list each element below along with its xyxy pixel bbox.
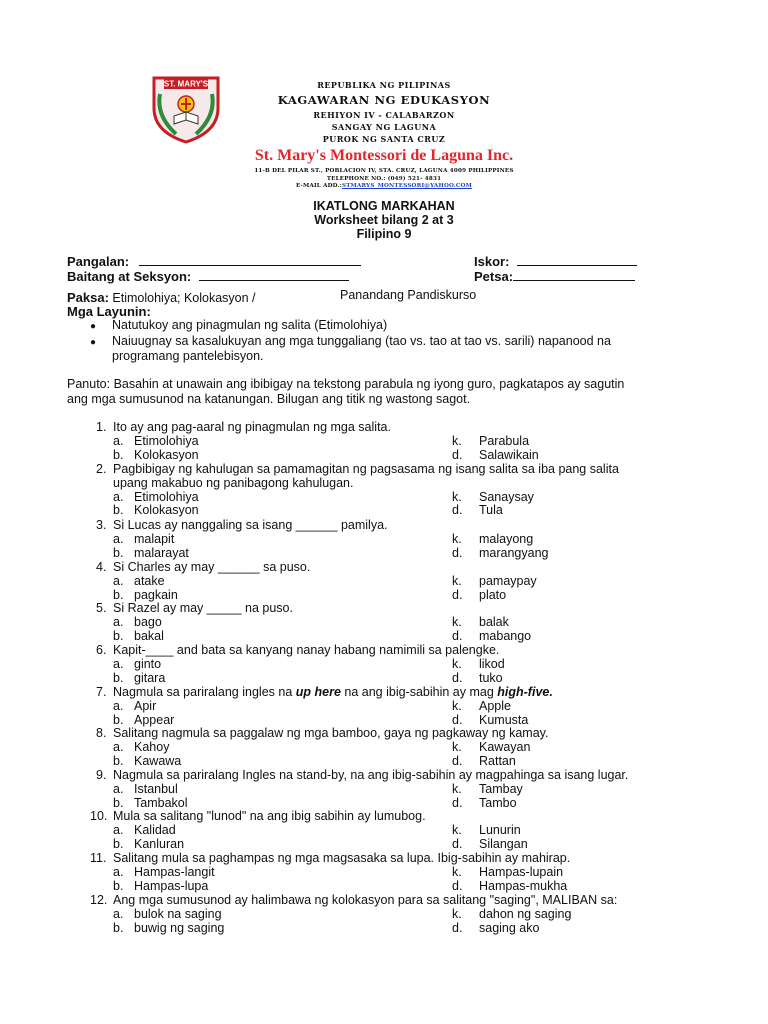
baitang-blank[interactable] <box>199 268 349 281</box>
question-text: Kapit-____ and bata sa kanyang nanay habang namimili sa palengke. <box>113 643 500 657</box>
emphasis-text: high-five. <box>497 685 553 699</box>
option-letter[interactable]: k. <box>452 698 462 713</box>
school-address: 11-B DEL PILAR ST., POBLACION IV, STA. CRUZ, LAGUNA 4009 PHILIPPINES <box>254 168 514 174</box>
question-number: 3. <box>96 518 107 532</box>
bullet-icon: ● <box>90 321 97 332</box>
question-text: Si Razel ay may _____ na puso. <box>113 601 293 615</box>
option-d[interactable]: plato <box>479 587 507 602</box>
option-letter[interactable]: a. <box>113 489 124 504</box>
option-letter[interactable]: a. <box>113 739 124 754</box>
option-b[interactable]: Hampas-lupa <box>134 878 209 893</box>
option-letter[interactable]: k. <box>452 433 462 448</box>
option-a[interactable]: atake <box>134 573 165 588</box>
option-b[interactable]: pagkain <box>134 587 178 602</box>
option-letter[interactable]: k. <box>452 739 462 754</box>
option-d[interactable]: marangyang <box>479 545 549 560</box>
header-sangay: SANGAY NG LAGUNA <box>331 122 437 132</box>
option-k[interactable]: Lunurin <box>479 822 521 837</box>
paksa-label: Paksa: <box>67 290 109 305</box>
option-letter[interactable]: a. <box>113 822 124 837</box>
question-number: 2. <box>96 462 107 476</box>
question-text: Salitang mula sa paghampas ng mga magsasaka sa lupa. Ibig-sabihin ay mahirap. <box>113 851 571 865</box>
school-name: St. Mary's Montessori de Laguna Inc. <box>254 147 514 164</box>
option-letter[interactable]: a. <box>113 781 124 796</box>
option-b[interactable]: buwig ng saging <box>134 920 225 935</box>
option-letter[interactable]: k. <box>452 489 462 504</box>
pangalan-field <box>67 253 361 269</box>
option-letter[interactable]: a. <box>113 433 124 448</box>
option-k[interactable]: balak <box>479 614 509 629</box>
paksa-value: Etimolohiya; Kolokasyon / <box>112 291 256 305</box>
emphasis-text: up here <box>295 685 341 699</box>
option-b[interactable]: malarayat <box>134 545 189 560</box>
question-text: Salitang nagmula sa paggalaw ng mga bamboo, gaya ng pagkaway ng kamay. <box>113 726 549 740</box>
option-letter[interactable]: d. <box>452 545 463 560</box>
option-letter[interactable]: d. <box>452 587 463 602</box>
option-a[interactable]: bulok na saging <box>134 906 222 921</box>
layunin-label: Mga Layunin: <box>67 304 151 319</box>
question-number: 9. <box>96 768 107 782</box>
option-b[interactable]: gitara <box>134 670 166 685</box>
option-k[interactable]: likod <box>479 656 505 671</box>
question-number: 7. <box>96 685 107 699</box>
option-a[interactable]: Etimolohiya <box>134 489 199 504</box>
pangalan-blank[interactable] <box>139 253 361 266</box>
option-k[interactable]: pamaypay <box>479 573 537 588</box>
option-k[interactable]: Apple <box>479 698 511 713</box>
iskor-field <box>474 253 637 269</box>
option-letter[interactable]: d. <box>452 670 463 685</box>
option-a[interactable]: Istanbul <box>134 781 178 796</box>
header-republika: REPUBLIKA NG PILIPINAS <box>317 80 451 90</box>
option-letter[interactable]: a. <box>113 906 124 921</box>
pangalan-label: Pangalan: <box>67 254 130 269</box>
option-letter[interactable]: b. <box>113 503 124 518</box>
option-letter[interactable]: d. <box>452 836 463 851</box>
layunin-item-2: Naiuugnay sa kasalukuyan ang mga tunggaliang (tao vs. tao at tao vs. sarili) napanood na <box>112 334 611 348</box>
option-a[interactable]: Etimolohiya <box>134 433 199 448</box>
option-letter[interactable]: b. <box>113 878 124 893</box>
school-telephone: TELEPHONE NO.: (049) 521- 4831 <box>326 176 442 182</box>
quarter-title: IKATLONG MARKAHAN <box>313 199 455 213</box>
option-letter[interactable]: k. <box>452 573 462 588</box>
option-letter[interactable]: b. <box>113 447 124 462</box>
option-b[interactable]: Kolokasyon <box>134 503 199 518</box>
question-text: Mula sa salitang "lunod" na ang ibig sabihin ay lumubog. <box>113 809 426 823</box>
option-a[interactable]: Kalidad <box>134 822 176 837</box>
layunin-item-1: Natutukoy ang pinagmulan ng salita (Etimolohiya) <box>112 318 388 332</box>
option-a[interactable]: malapit <box>134 531 175 546</box>
bullet-icon: ● <box>90 337 97 348</box>
option-letter[interactable]: b. <box>113 670 124 685</box>
header-rehiyon: REHIYON IV - CALABARZON <box>313 110 455 120</box>
option-letter[interactable]: d. <box>452 628 463 643</box>
option-d[interactable]: Tambo <box>479 795 517 810</box>
panuto-line-1: Panuto: Basahin at unawain ang ibibigay na tekstong parabula ng iyong guro, pagkatapos ay sagutin <box>67 377 625 391</box>
option-letter[interactable]: b. <box>113 712 124 727</box>
option-letter[interactable]: b. <box>113 795 124 810</box>
option-b[interactable]: Tambakol <box>134 795 188 810</box>
option-b[interactable]: Kolokasyon <box>134 447 199 462</box>
header-purok: PUROK NG SANTA CRUZ <box>322 134 446 144</box>
option-letter[interactable]: b. <box>113 628 124 643</box>
iskor-label: Iskor: <box>474 254 510 269</box>
option-b[interactable]: bakal <box>134 628 164 643</box>
option-letter[interactable]: b. <box>113 753 124 768</box>
option-b[interactable]: Kawawa <box>134 753 182 768</box>
question-number: 5. <box>96 601 107 615</box>
option-letter[interactable]: d. <box>452 878 463 893</box>
option-d[interactable]: Silangan <box>479 836 528 851</box>
school-email-line <box>200 183 568 189</box>
option-d[interactable]: Rattan <box>479 753 516 768</box>
option-letter[interactable]: d. <box>452 795 463 810</box>
option-d[interactable]: Salawikain <box>479 447 539 462</box>
layunin-item-2-cont: programang pantelebisyon. <box>112 349 264 363</box>
baitang-label: Baitang at Seksyon: <box>67 269 192 284</box>
email-label: E-MAIL ADD.: <box>295 183 342 189</box>
option-d[interactable]: Kumusta <box>479 712 529 727</box>
option-b[interactable]: Kanluran <box>134 836 185 851</box>
option-letter[interactable]: k. <box>452 531 462 546</box>
option-k[interactable]: Tambay <box>479 781 523 796</box>
worksheet-title: Worksheet bilang 2 at 3 <box>314 213 454 227</box>
iskor-blank[interactable] <box>517 253 637 266</box>
question-text-part: Nagmula sa pariralang ingles na <box>113 685 296 699</box>
option-letter[interactable]: k. <box>452 864 462 879</box>
question-text: Pagbibigay ng kahulugan sa pamamagitan ng pagsasama ng isang salita sa iba pang salita <box>113 462 619 476</box>
option-letter[interactable]: b. <box>113 920 124 935</box>
subject-title: Filipino 9 <box>356 227 412 241</box>
option-letter[interactable]: a. <box>113 531 124 546</box>
question-text-part: na ang ibig-sabihin ay mag <box>340 685 498 699</box>
option-k[interactable]: Hampas-lupain <box>479 864 564 879</box>
option-a[interactable]: bago <box>134 614 162 629</box>
question-text: Nagmula sa pariralang Ingles na stand-by, na ang ibig-sabihin ay magpahinga sa isang lugar. <box>113 768 629 782</box>
option-d[interactable]: Hampas-mukha <box>479 878 568 893</box>
option-letter[interactable]: k. <box>452 781 462 796</box>
petsa-blank[interactable] <box>513 268 635 281</box>
option-letter[interactable]: d. <box>452 712 463 727</box>
question-number: 11. <box>90 851 107 865</box>
option-letter[interactable]: k. <box>452 614 462 629</box>
option-letter[interactable]: d. <box>452 920 463 935</box>
option-a[interactable]: Apir <box>134 698 157 713</box>
petsa-label: Petsa: <box>474 269 514 284</box>
email-link[interactable]: STMARYS_MONTESSORI@YAHOO.COM <box>341 183 473 189</box>
option-k[interactable]: malayong <box>479 531 534 546</box>
petsa-field <box>474 268 635 284</box>
option-letter[interactable]: b. <box>113 545 124 560</box>
option-d[interactable]: Tula <box>479 503 503 518</box>
option-letter[interactable]: a. <box>113 573 124 588</box>
option-a[interactable]: Kahoy <box>134 739 170 754</box>
question-text: Si Charles ay may ______ sa puso. <box>113 560 311 574</box>
option-letter[interactable]: d. <box>452 447 463 462</box>
question-number: 6. <box>96 643 107 657</box>
question-number: 4. <box>96 560 107 574</box>
option-d[interactable]: mabango <box>479 628 532 643</box>
option-k[interactable]: Parabula <box>479 433 530 448</box>
option-k[interactable]: Sanaysay <box>479 489 534 504</box>
question-number: 8. <box>96 726 107 740</box>
option-letter[interactable]: b. <box>113 587 124 602</box>
header-kagawaran: KAGAWARAN NG EDUKASYON <box>277 93 491 107</box>
option-letter[interactable]: d. <box>452 503 463 518</box>
option-letter[interactable]: d. <box>452 753 463 768</box>
option-letter[interactable]: k. <box>452 822 462 837</box>
question-text: Ito ay ang pag-aaral ng pinagmulan ng mga salita. <box>113 420 391 434</box>
question-text <box>113 685 553 699</box>
option-letter[interactable]: a. <box>113 864 124 879</box>
option-a[interactable]: ginto <box>134 656 162 671</box>
option-d[interactable]: saging ako <box>479 920 540 935</box>
option-a[interactable]: Hampas-langit <box>134 864 215 879</box>
option-k[interactable]: Kawayan <box>479 739 531 754</box>
question-text: Si Lucas ay nanggaling sa isang ______ pamilya. <box>113 518 388 532</box>
option-b[interactable]: Appear <box>134 712 175 727</box>
option-k[interactable]: dahon ng saging <box>479 906 572 921</box>
baitang-field <box>67 268 349 284</box>
paksa-value-2: Panandang Pandiskurso <box>340 288 477 302</box>
option-letter[interactable]: a. <box>113 698 124 713</box>
option-letter[interactable]: a. <box>113 614 124 629</box>
question-number: 1. <box>96 420 107 434</box>
option-d[interactable]: tuko <box>479 670 503 685</box>
question-number: 12. <box>90 893 108 907</box>
option-letter[interactable]: k. <box>452 906 462 921</box>
option-letter[interactable]: b. <box>113 836 124 851</box>
logo-text: ST. MARY'S <box>163 79 209 89</box>
option-letter[interactable]: a. <box>113 656 124 671</box>
question-text: upang makabuo ng panibagong kahulugan. <box>113 475 354 490</box>
panuto-line-2: ang mga sumusunod na katanungan. Bilugan ang titik ng wastong sagot. <box>67 392 471 406</box>
question-number: 10. <box>90 809 108 823</box>
option-letter[interactable]: k. <box>452 656 462 671</box>
question-text: Ang mga sumusunod ay halimbawa ng kolokasyon para sa salitang "saging", MALIBAN sa: <box>113 893 618 907</box>
